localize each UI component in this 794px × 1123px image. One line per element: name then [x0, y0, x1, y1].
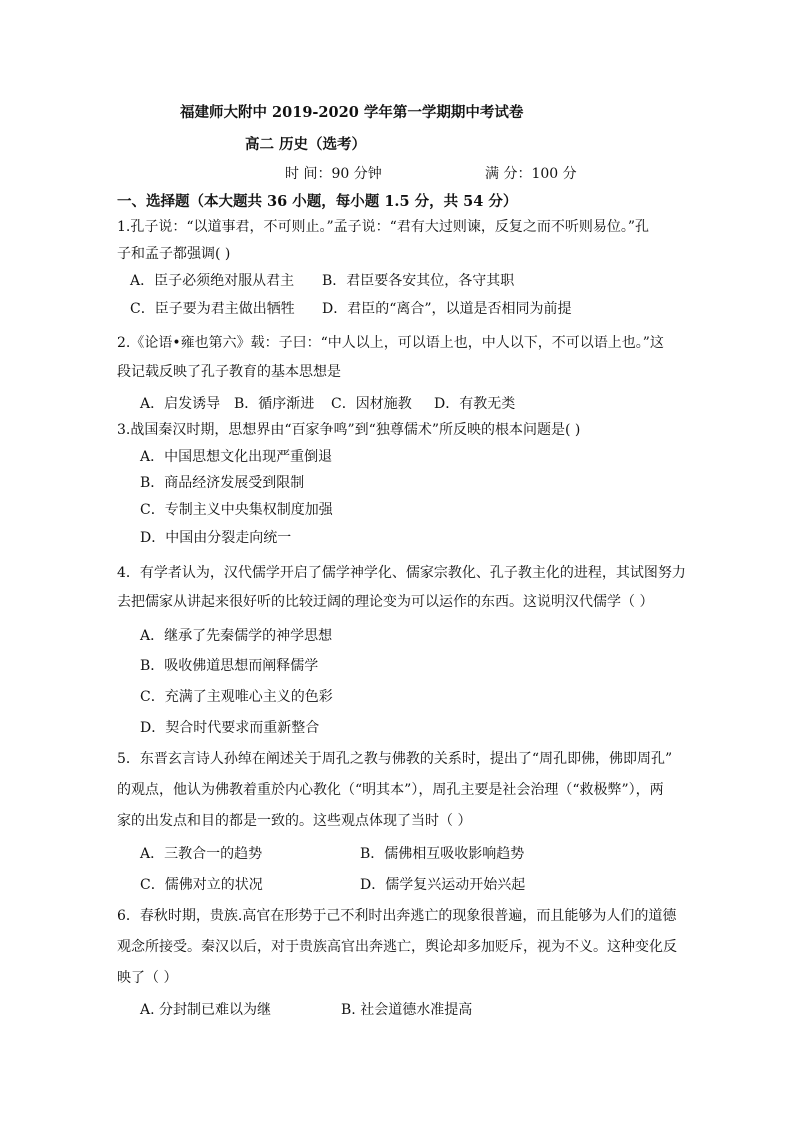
question-text-line: 的观点，他认为佛教着重於内心教化（“明其本”），周孔主要是社会治理（“救极弊”），两 [117, 782, 664, 798]
question-text-line: 1.孔子说：“以道事君，不可则止。”孟子说：“君有大过则谏，反复之而不听则易位。”孔 [117, 219, 649, 235]
exam-time: 时 间：90 分钟 [285, 166, 382, 182]
exam-title: 福建师大附中 2019-2020 学年第一学期期中考试卷 [180, 104, 524, 121]
option-a: A. 分封制已难以为继 [140, 1002, 272, 1018]
question-text-line: 5．东晋玄言诗人孙绰在阐述关于周孔之教与佛教的关系时，提出了“周孔即佛，佛即周孔” [117, 751, 673, 767]
option-d: D．儒学复兴运动开始兴起 [360, 877, 526, 893]
option-a: A．臣子必须绝对服从君主 [130, 273, 295, 289]
question-text-line: 去把儒家从讲起来很好听的比较迂阔的理论变为可以运作的东西。这说明汉代儒学（ ） [117, 594, 654, 610]
question-text-line: 4．有学者认为，汉代儒学开启了儒学神学化、儒家宗教化、孔子教主化的进程，其试图努力 [117, 565, 686, 581]
option-b: B．儒佛相互吸收影响趋势 [360, 846, 525, 862]
option-c: C．专制主义中央集权制度加强 [140, 502, 333, 518]
option-d: D．君臣的“离合”，以道是否相同为前提 [322, 301, 572, 317]
option-c: C．臣子要为君主做出牺牲 [130, 301, 295, 317]
question-text-line: 2.《论语•雍也第六》载：子曰：“中人以上，可以语上也，中人以下，不可以语上也。”这 [117, 335, 664, 351]
option-a: A．三教合一的趋势 [140, 846, 263, 862]
question-text-line: 观念所接受。秦汉以后，对于贵族高官出奔逃亡，舆论却多加贬斥，视为不义。这种变化反 [117, 939, 677, 955]
option-c: C．充满了主观唯心主义的色彩 [140, 689, 333, 705]
option-c: C．儒佛对立的状况 [140, 877, 263, 893]
section-heading: 一、选择题（本大题共 36 小题，每小题 1.5 分，共 54 分） [117, 193, 518, 210]
option-a: A．继承了先秦儒学的神学思想 [140, 628, 333, 644]
exam-score: 满 分：100 分 [485, 166, 577, 182]
option-b: B．君臣要各安其位，各守其职 [322, 273, 515, 289]
question-text-line: 3.战国秦汉时期，思想界由“百家争鸣”到“独尊儒术”所反映的根本问题是( ) [117, 422, 581, 438]
option-c: C．因材施教 [331, 396, 412, 412]
question-text-line: 家的出发点和目的都是一致的。这些观点体现了当时（ ） [117, 813, 472, 829]
option-a: A．中国思想文化出现严重倒退 [140, 449, 333, 465]
question-text-line: 子和孟子都强调( ) [117, 246, 231, 262]
question-text-line: 段记载反映了孔子教育的基本思想是 [117, 364, 341, 380]
option-b: B．循序渐进 [234, 396, 315, 412]
option-a: A．启发诱导 [140, 396, 221, 412]
option-b: B．商品经济发展受到限制 [140, 475, 305, 491]
question-text-line: 6．春秋时期，贵族.高官在形势于己不利时出奔逃亡的现象很普遍，而且能够为人们的道德 [117, 908, 677, 924]
option-d: D．有教无类 [434, 396, 516, 412]
option-d: D．契合时代要求而重新整合 [140, 720, 320, 736]
option-b: B. 社会道德水准提高 [341, 1002, 473, 1018]
question-text-line: 映了（ ） [117, 970, 178, 986]
option-d: D．中国由分裂走向统一 [140, 530, 292, 546]
exam-subtitle: 高二 历史（选考） [245, 136, 367, 153]
option-b: B．吸收佛道思想而阐释儒学 [140, 658, 319, 674]
